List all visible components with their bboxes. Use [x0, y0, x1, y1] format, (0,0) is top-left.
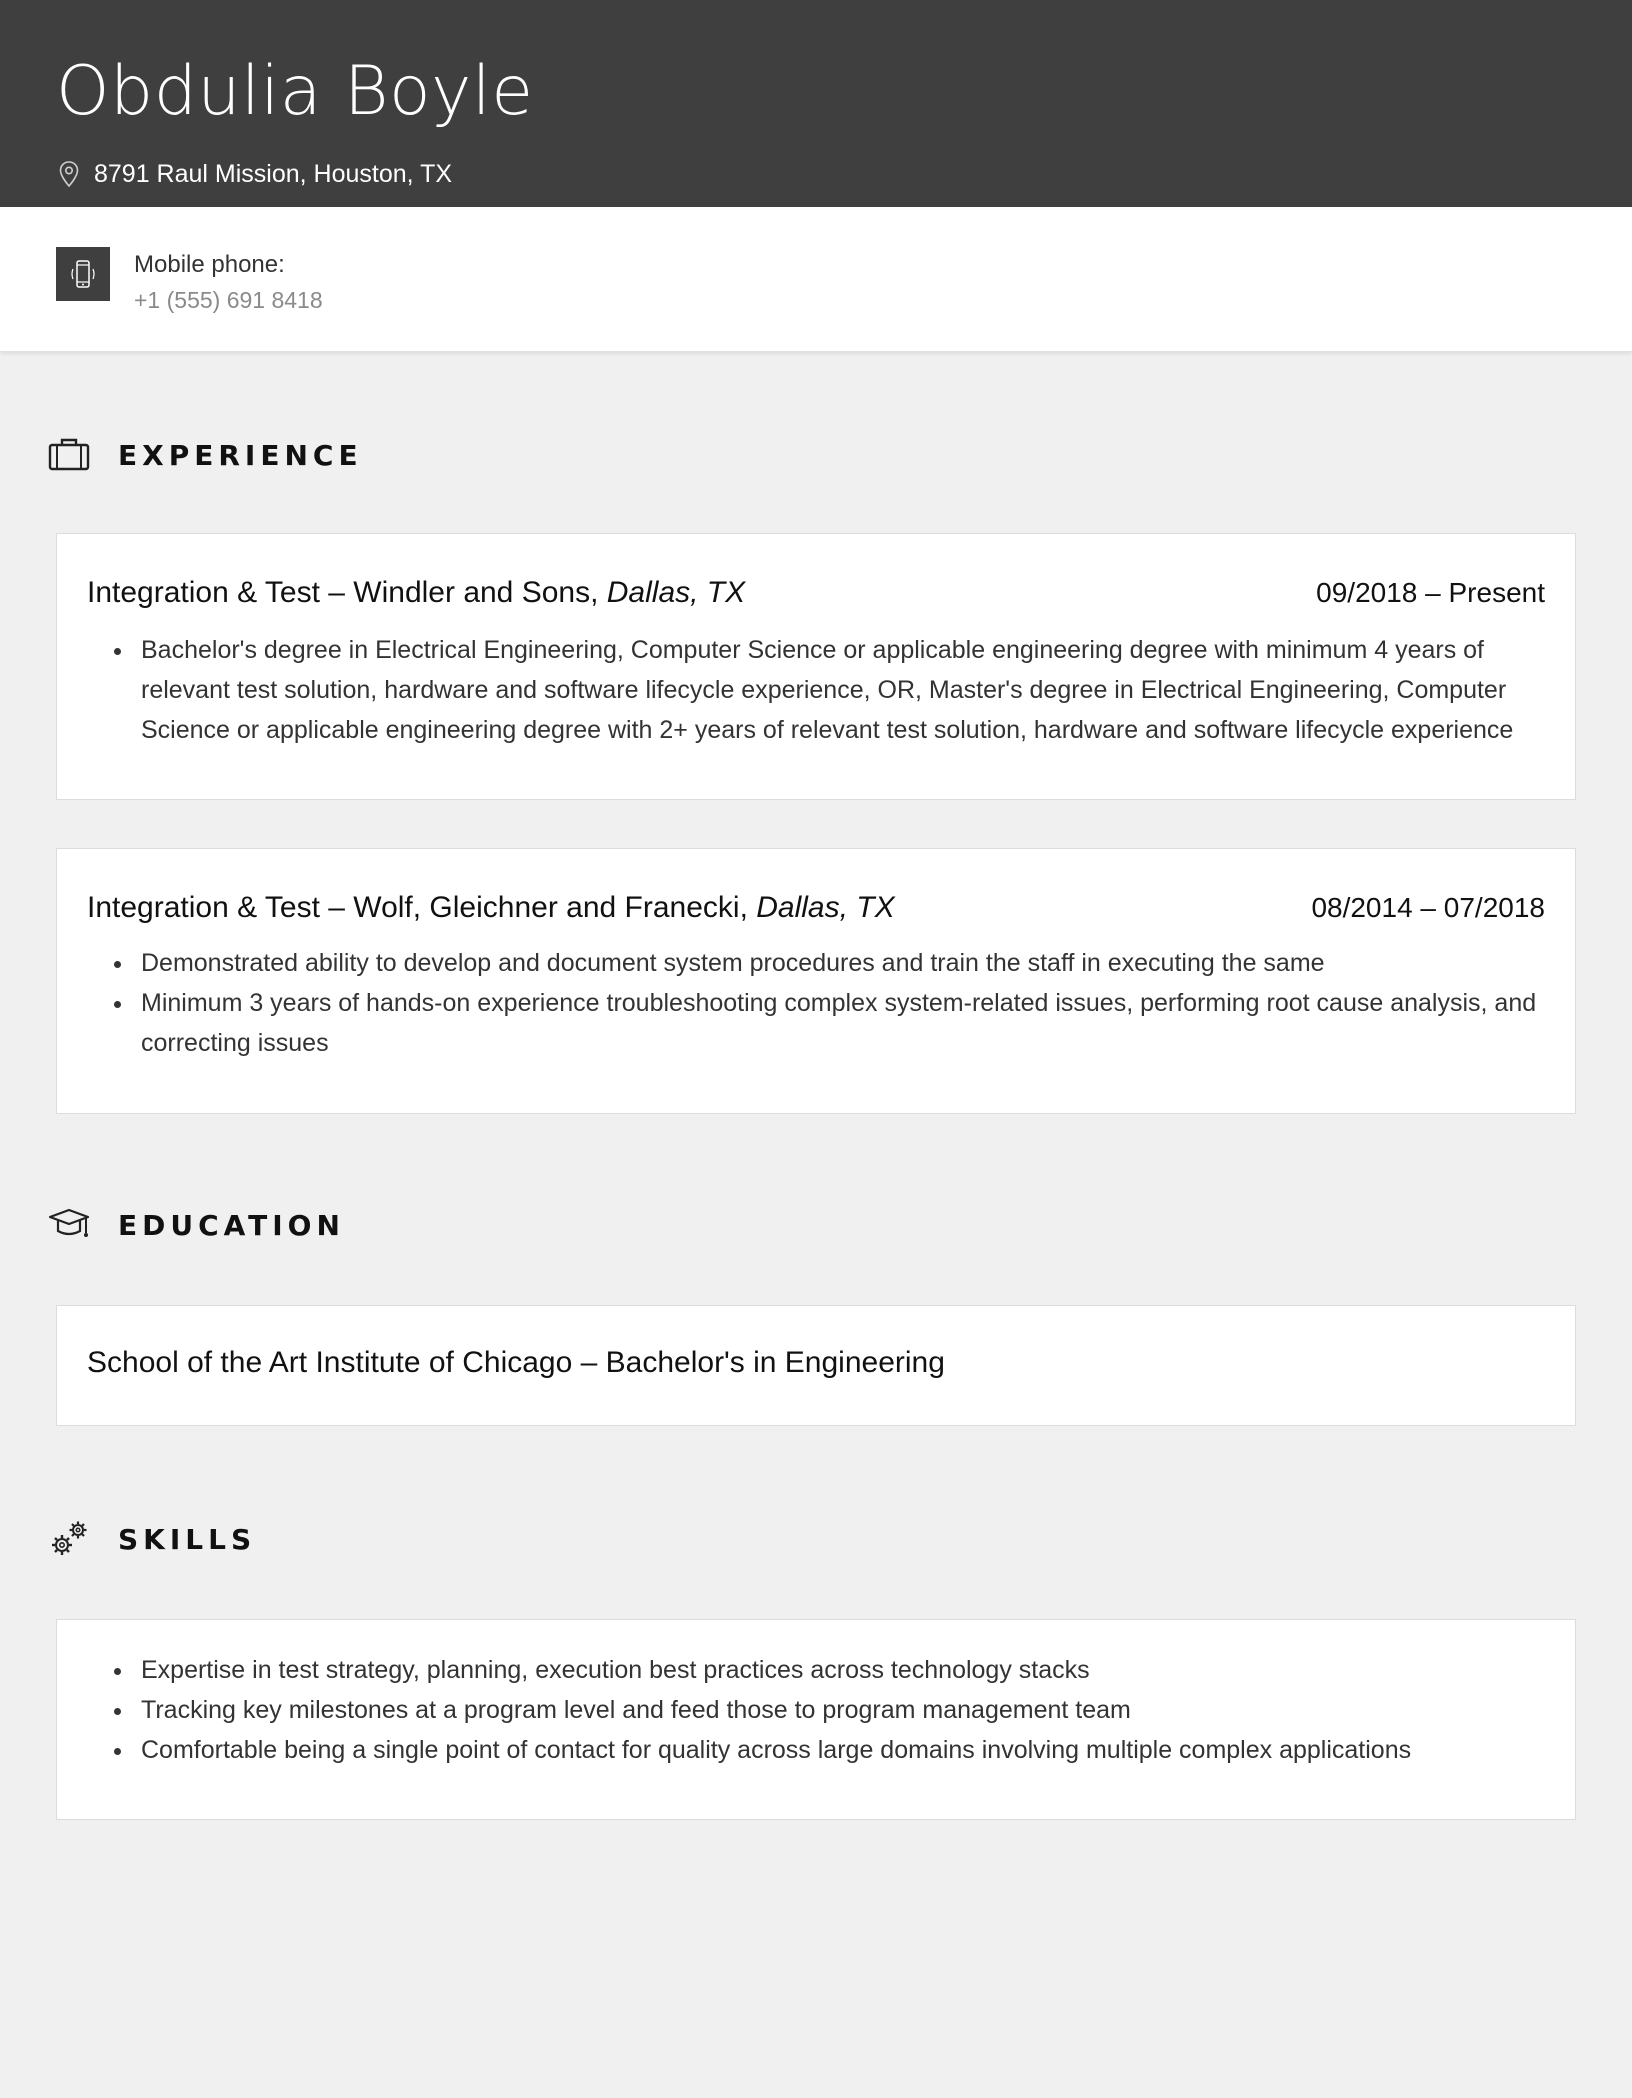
- job-header: [87, 576, 1545, 610]
- job-role: Integration & Test: [87, 576, 320, 609]
- education-heading: [48, 1205, 345, 1245]
- skills-card: [56, 1619, 1576, 1820]
- phone-label: Mobile phone:: [134, 251, 285, 278]
- phone-icon-box: [56, 247, 110, 301]
- skill-item: • Comfortable being a single point of contact for quality across large domains involving multiple complex applications: [135, 1730, 1545, 1770]
- skills-heading: [48, 1519, 256, 1559]
- education-title: EDUCATION: [118, 1208, 345, 1242]
- job-dates: 09/2018 – Present: [1316, 577, 1545, 608]
- briefcase-icon: [48, 435, 90, 475]
- job-location: Dallas, TX: [606, 576, 746, 609]
- skill-item: • Tracking key milestones at a program level and feed those to program management team: [135, 1690, 1545, 1730]
- contact-band: [0, 207, 1632, 351]
- job-company: – Wolf, Gleichner and Franecki,: [319, 891, 757, 924]
- job-bullet: • Demonstrated ability to develop and document system procedures and train the staff in executing the same: [135, 943, 1545, 983]
- job-role: Integration & Test: [87, 891, 320, 924]
- experience-title: EXPERIENCE: [118, 438, 363, 472]
- gears-icon: [48, 1519, 90, 1559]
- address-row: [58, 158, 452, 190]
- job-header: [87, 891, 1545, 925]
- mobile-phone-icon: [66, 257, 100, 291]
- graduation-cap-icon: [48, 1205, 90, 1245]
- school-name: School of the Art Institute of Chicago: [87, 1346, 573, 1379]
- job-location: Dallas, TX: [756, 891, 895, 924]
- job-bullet: • Bachelor's degree in Electrical Engineering, Computer Science or applicable engineering degree with minimum 4 years of relevant test solution, hardware and software lifecycle experience, OR, Master's degree in Electrical Engineering, Computer Science or applicable engineering degree with 2+ years of relevant test solution, hardware and software lifecycle experience: [135, 630, 1545, 750]
- job-bullet: • Minimum 3 years of hands-on experience troubleshooting complex system-related issues, performing root cause analysis, and correcting issues: [135, 983, 1545, 1063]
- experience-heading: [48, 435, 363, 475]
- candidate-name: Obdulia Boyle: [56, 52, 534, 131]
- map-pin-icon: [58, 160, 80, 188]
- experience-card: [56, 848, 1576, 1114]
- education-line: [87, 1346, 945, 1380]
- job-bullets: [135, 943, 1545, 1063]
- address-text: 8791 Raul Mission, Houston, TX: [94, 159, 453, 188]
- skills-title: SKILLS: [118, 1522, 257, 1556]
- experience-card: [56, 533, 1576, 800]
- education-card: [56, 1305, 1576, 1426]
- job-company: – Windler and Sons,: [319, 576, 607, 609]
- job-title-line: [87, 576, 745, 610]
- degree-name: – Bachelor's in Engineering: [572, 1346, 945, 1379]
- skills-list: [135, 1650, 1545, 1770]
- job-bullets: [135, 630, 1545, 750]
- skill-item: • Expertise in test strategy, planning, execution best practices across technology stacks: [135, 1650, 1545, 1690]
- phone-number[interactable]: +1 (555) 691 8418: [134, 287, 323, 313]
- job-dates: 08/2014 – 07/2018: [1311, 892, 1545, 923]
- resume-header: [0, 0, 1632, 207]
- job-title-line: [87, 891, 895, 925]
